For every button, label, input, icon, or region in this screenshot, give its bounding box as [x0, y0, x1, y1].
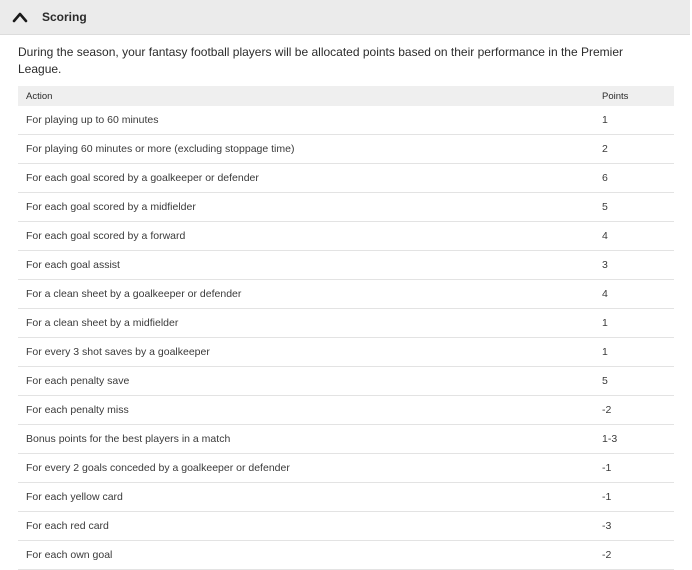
table-row	[18, 309, 674, 338]
table-row	[18, 483, 674, 512]
points-cell: 3	[602, 259, 608, 271]
scoring-table	[18, 86, 674, 570]
table-row	[18, 106, 674, 135]
action-cell: For every 2 goals conceded by a goalkeeper or defender	[26, 462, 290, 474]
table-body	[18, 106, 674, 570]
table-row	[18, 425, 674, 454]
action-cell: Bonus points for the best players in a match	[26, 433, 231, 445]
points-cell: -2	[602, 404, 612, 416]
action-cell: For playing 60 minutes or more (excluding stoppage time)	[26, 143, 295, 155]
table-row	[18, 280, 674, 309]
action-cell: For each red card	[26, 520, 109, 532]
column-header-points: Points	[602, 90, 629, 102]
points-cell: 5	[602, 201, 608, 213]
scoring-accordion-header[interactable]	[0, 0, 690, 35]
table-header	[18, 86, 674, 106]
table-row	[18, 454, 674, 483]
table-row	[18, 338, 674, 367]
table-row	[18, 222, 674, 251]
table-row	[18, 541, 674, 570]
action-cell: For every 3 shot saves by a goalkeeper	[26, 346, 210, 358]
points-cell: 1	[602, 317, 608, 329]
points-cell: -3	[602, 520, 612, 532]
action-cell: For each goal scored by a goalkeeper or defender	[26, 172, 259, 184]
action-cell: For each yellow card	[26, 491, 123, 503]
table-row	[18, 512, 674, 541]
chevron-up-icon[interactable]	[10, 7, 30, 27]
action-cell: For playing up to 60 minutes	[26, 114, 159, 126]
points-cell: -1	[602, 491, 612, 503]
points-cell: 2	[602, 143, 608, 155]
points-cell: 1	[602, 114, 608, 126]
action-cell: For a clean sheet by a midfielder	[26, 317, 179, 329]
action-cell: For a clean sheet by a goalkeeper or defender	[26, 288, 242, 300]
action-cell: For each own goal	[26, 549, 113, 561]
points-cell: 1	[602, 346, 608, 358]
points-cell: 4	[602, 230, 608, 242]
table-row	[18, 193, 674, 222]
table-row	[18, 251, 674, 280]
column-header-action: Action	[26, 90, 53, 102]
table-row	[18, 164, 674, 193]
table-row	[18, 367, 674, 396]
points-cell: 6	[602, 172, 608, 184]
action-cell: For each goal assist	[26, 259, 120, 271]
points-cell: 1-3	[602, 433, 618, 445]
action-cell: For each penalty save	[26, 375, 130, 387]
points-cell: -1	[602, 462, 612, 474]
action-cell: For each goal scored by a midfielder	[26, 201, 196, 213]
table-row	[18, 396, 674, 425]
intro-text: During the season, your fantasy football players will be allocated points based on their performance in the Premier League.	[18, 45, 623, 76]
action-cell: For each goal scored by a forward	[26, 230, 186, 242]
section-title: Scoring	[42, 10, 87, 24]
table-row	[18, 135, 674, 164]
points-cell: 5	[602, 375, 608, 387]
points-cell: 4	[602, 288, 608, 300]
action-cell: For each penalty miss	[26, 404, 129, 416]
points-cell: -2	[602, 549, 612, 561]
